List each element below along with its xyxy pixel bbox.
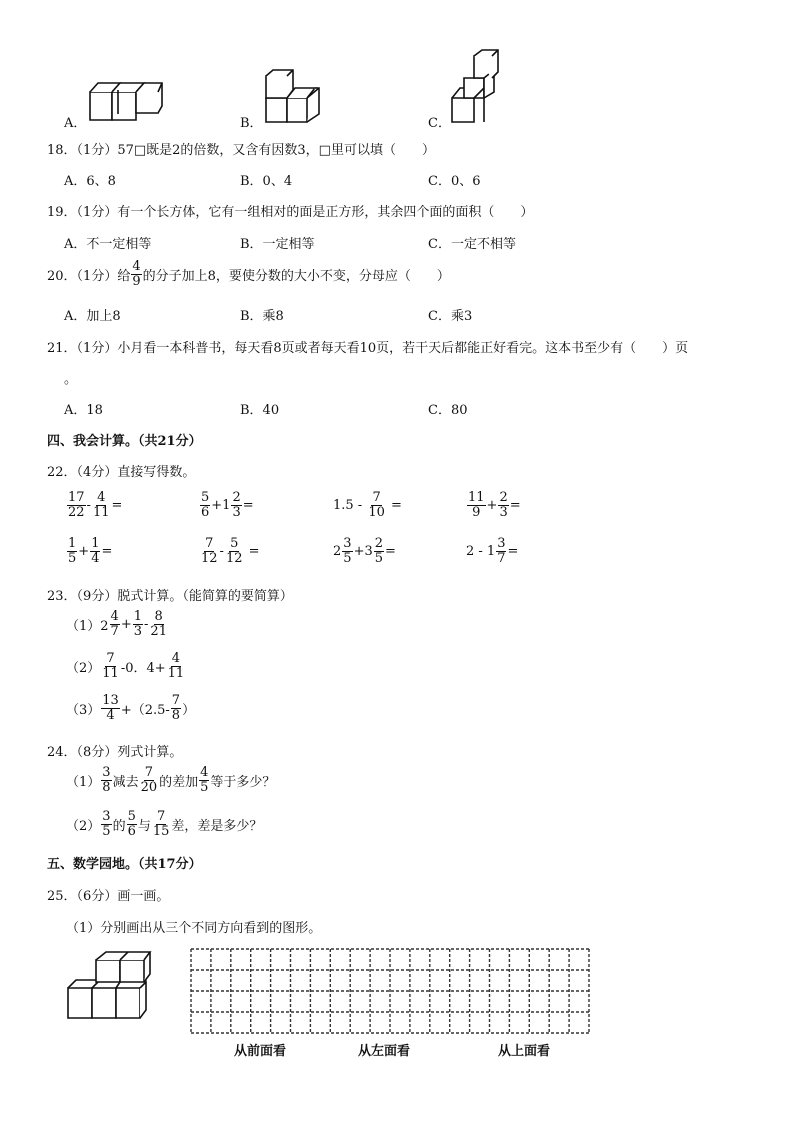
- q17-option-c-label: C．: [428, 116, 451, 131]
- q20-stem-end: 的分子加上8，要使分数的大小不变，分母应（ ）: [142, 268, 450, 284]
- q22-e3-b-den: 10: [368, 504, 385, 520]
- q17-figure-c: [450, 48, 500, 124]
- q22-expr-1: [66, 491, 122, 519]
- q23-p3-a-num: 13: [102, 693, 119, 708]
- q22-e4-eq: =: [509, 497, 521, 513]
- q22-e4-op: +: [486, 497, 498, 513]
- q21-option-c: C．80: [428, 403, 468, 418]
- q22-e2-a-num: 5: [201, 490, 210, 505]
- q24-p2-t1: 的: [112, 818, 126, 834]
- q22-e6-b-num: 5: [230, 536, 239, 551]
- q25-stem: 25．（6分）画一画。: [47, 889, 170, 904]
- q22-e5-op: +: [78, 543, 90, 559]
- q20-frac-denominator: 9: [132, 273, 141, 289]
- q22-e6-op: -: [219, 543, 224, 559]
- q22-e3-pre: 1.5 -: [333, 497, 367, 513]
- q24-stem: 24．（8分）列式计算。: [47, 745, 183, 760]
- q22-e5-a-num: 1: [68, 536, 77, 551]
- q23-p1-op2: -: [144, 616, 149, 632]
- q22-e4-a-num: 11: [468, 490, 485, 505]
- q22-e4-a-den: 9: [472, 504, 481, 520]
- q22-expr-4: [466, 491, 521, 519]
- q23-p2-a-den: 11: [102, 665, 119, 681]
- q20-option-a: A．加上8: [64, 309, 121, 324]
- q23-p1-b-num: 1: [133, 609, 143, 624]
- q22-expr-6: [199, 537, 260, 565]
- q23-part-3: [66, 694, 195, 722]
- q20-option-b: B．乘8: [240, 309, 284, 324]
- q24-p2-a-den: 5: [102, 823, 111, 839]
- q25-label-top-view: 从上面看: [498, 1044, 551, 1059]
- section-5-title: 五、数学园地。（共17分）: [47, 857, 202, 872]
- q22-e1-b-den: 11: [92, 504, 110, 520]
- q22-e6-eq: =: [244, 543, 260, 559]
- q22-e7-eq: =: [385, 543, 396, 559]
- q21-stem: 21．（1分）小月看一本科普书，每天看8页或者每天看10页，若干天后都能正好看完。这本书至少有（ ）页: [47, 341, 689, 356]
- q18-option-b: B．0、4: [240, 174, 293, 189]
- q22-e8-pre: 2 - 1: [466, 543, 496, 559]
- q23-p1-b-den: 3: [133, 623, 143, 639]
- q23-p3-label: （3）: [66, 702, 101, 718]
- q23-p2-label: （2）: [66, 660, 101, 676]
- q19-option-a: A．不一定相等: [64, 237, 152, 252]
- q21-option-b: B．40: [240, 403, 280, 418]
- q19-option-b: B．一定相等: [240, 237, 315, 252]
- q23-part-2: [66, 652, 186, 680]
- q21-option-a: A．18: [64, 403, 103, 418]
- q18-stem: 18．（1分）57□既是2的倍数，又含有因数3，□里可以填（ ）: [47, 143, 435, 158]
- q24-p1-label: （1）: [66, 774, 101, 790]
- q20-stem-start: 20．（1分）给: [47, 268, 131, 284]
- q25-label-left-view: 从左面看: [358, 1044, 411, 1059]
- q17-option-a-label: A．: [64, 116, 87, 131]
- q24-part-2: [66, 810, 262, 838]
- q25-label-front-view: 从前面看: [234, 1044, 287, 1059]
- q24-p2-b-den: 6: [127, 823, 136, 839]
- q23-p1-label: （1）2: [66, 618, 109, 634]
- q24-part-1: [66, 766, 275, 794]
- q24-p1-t1: 减去: [112, 774, 139, 790]
- q22-e2-eq: =: [242, 497, 254, 513]
- q23-p2-a-num: 7: [106, 651, 115, 666]
- q22-e7-op: +3: [353, 543, 373, 559]
- q23-p1-c-den: 21: [150, 623, 167, 639]
- section-4-title: 四、我会计算。（共21分）: [47, 434, 202, 449]
- q22-e8-b-num: 3: [497, 536, 506, 551]
- q23-stem: 23．（9分）脱式计算。（能简算的要简算）: [47, 589, 293, 604]
- q22-e2-a-den: 6: [201, 504, 210, 520]
- q22-e3-b-num: 7: [372, 490, 381, 505]
- q22-e8-eq: =: [507, 543, 519, 559]
- q22-e1-a-num: 17: [68, 490, 85, 505]
- q24-p1-a-den: 8: [102, 779, 111, 795]
- q24-p1-c-den: 5: [200, 779, 209, 795]
- q23-p1-op1: +: [120, 616, 132, 632]
- q24-p2-c-num: 7: [157, 809, 166, 824]
- q24-p1-b-den: 20: [140, 779, 158, 795]
- q22-e8-b-den: 7: [497, 550, 506, 566]
- q22-e5-b-den: 4: [91, 550, 100, 566]
- q22-e2-op: +1: [211, 497, 231, 513]
- q20-option-c: C．乘3: [428, 309, 473, 324]
- q24-p2-t3: 差，差是多少？: [171, 818, 263, 834]
- q22-stem: 22．（4分）直接写得数。: [47, 465, 196, 480]
- q22-e2-b-num: 2: [232, 490, 241, 505]
- q22-e5-a-den: 5: [68, 550, 77, 566]
- q24-p1-c-num: 4: [200, 765, 209, 780]
- q23-p2-b-den: 11: [167, 665, 185, 681]
- q24-p1-t3: 等于多少？: [210, 774, 276, 790]
- q22-e1-eq: =: [111, 497, 123, 513]
- q24-p1-t2: 的差加: [159, 774, 199, 790]
- q23-p3-mid: +（2.5-: [120, 702, 170, 718]
- q17-figure-b: [263, 68, 323, 124]
- q22-expr-7: [333, 537, 396, 565]
- q19-stem: 19．（1分）有一个长方体，它有一组相对的面是正方形，其余四个面的面积（ ）: [47, 205, 534, 220]
- q22-e7-a-den: 5: [343, 550, 352, 566]
- q22-e1-a-den: 22: [68, 504, 85, 520]
- q22-expr-5: [66, 537, 112, 565]
- q23-p3-b-den: 8: [171, 707, 181, 723]
- q23-p3-end: ）: [182, 702, 196, 718]
- q18-option-a: A．6、8: [64, 174, 116, 189]
- q22-e3-eq: =: [386, 497, 402, 513]
- q23-p2-b-num: 4: [171, 651, 181, 666]
- q20-fraction: [131, 260, 141, 288]
- q24-p2-t2: 与: [137, 818, 151, 834]
- q23-part-1: [66, 610, 169, 638]
- q21-stem-end: 。: [64, 372, 78, 387]
- q25-subquestion: （1）分别画出从三个不同方向看到的图形。: [66, 921, 322, 936]
- q24-p1-b-num: 7: [144, 765, 153, 780]
- q22-e5-b-num: 1: [91, 536, 100, 551]
- q22-e4-b-num: 2: [499, 490, 508, 505]
- q22-e7-b-den: 5: [374, 550, 384, 566]
- q22-e1-op: -: [86, 497, 91, 513]
- q22-e6-a-den: 12: [201, 550, 218, 566]
- q23-p2-mid: -0．4+: [120, 660, 166, 676]
- q17-option-b-label: B．: [240, 116, 263, 131]
- q23-p1-a-num: 4: [110, 609, 119, 624]
- q22-expr-8: [466, 537, 518, 565]
- q24-p1-a-num: 3: [102, 765, 111, 780]
- q20-stem: [47, 260, 450, 288]
- q23-p1-c-num: 8: [154, 609, 163, 624]
- q22-expr-3: [333, 491, 402, 519]
- q20-frac-numerator: 4: [132, 259, 141, 274]
- q22-e2-b-den: 3: [232, 504, 241, 520]
- q22-e7-a-num: 3: [343, 536, 352, 551]
- q25-dotted-grid[interactable]: [190, 948, 590, 1036]
- q19-option-c: C．一定不相等: [428, 237, 516, 252]
- q22-e7-b-num: 2: [374, 536, 384, 551]
- q22-expr-2: [199, 491, 254, 519]
- q22-e6-b-den: 12: [225, 550, 243, 566]
- q22-e1-b-num: 4: [97, 490, 106, 505]
- q23-p3-a-den: 4: [106, 707, 115, 723]
- q17-figure-a: [88, 78, 163, 123]
- q22-e6-a-num: 7: [205, 536, 214, 551]
- q24-p2-a-num: 3: [102, 809, 111, 824]
- q24-p2-label: （2）: [66, 818, 101, 834]
- q22-e5-eq: =: [101, 543, 113, 559]
- q22-e7-whole: 2: [333, 543, 342, 559]
- q18-option-c: C．0、6: [428, 174, 481, 189]
- q23-p1-a-den: 7: [110, 623, 119, 639]
- q24-p2-b-num: 5: [127, 809, 136, 824]
- q24-p2-c-den: 15: [152, 823, 170, 839]
- q25-cube-figure: [64, 948, 156, 1024]
- q23-p3-b-num: 7: [171, 693, 181, 708]
- q22-e4-b-den: 3: [499, 504, 508, 520]
